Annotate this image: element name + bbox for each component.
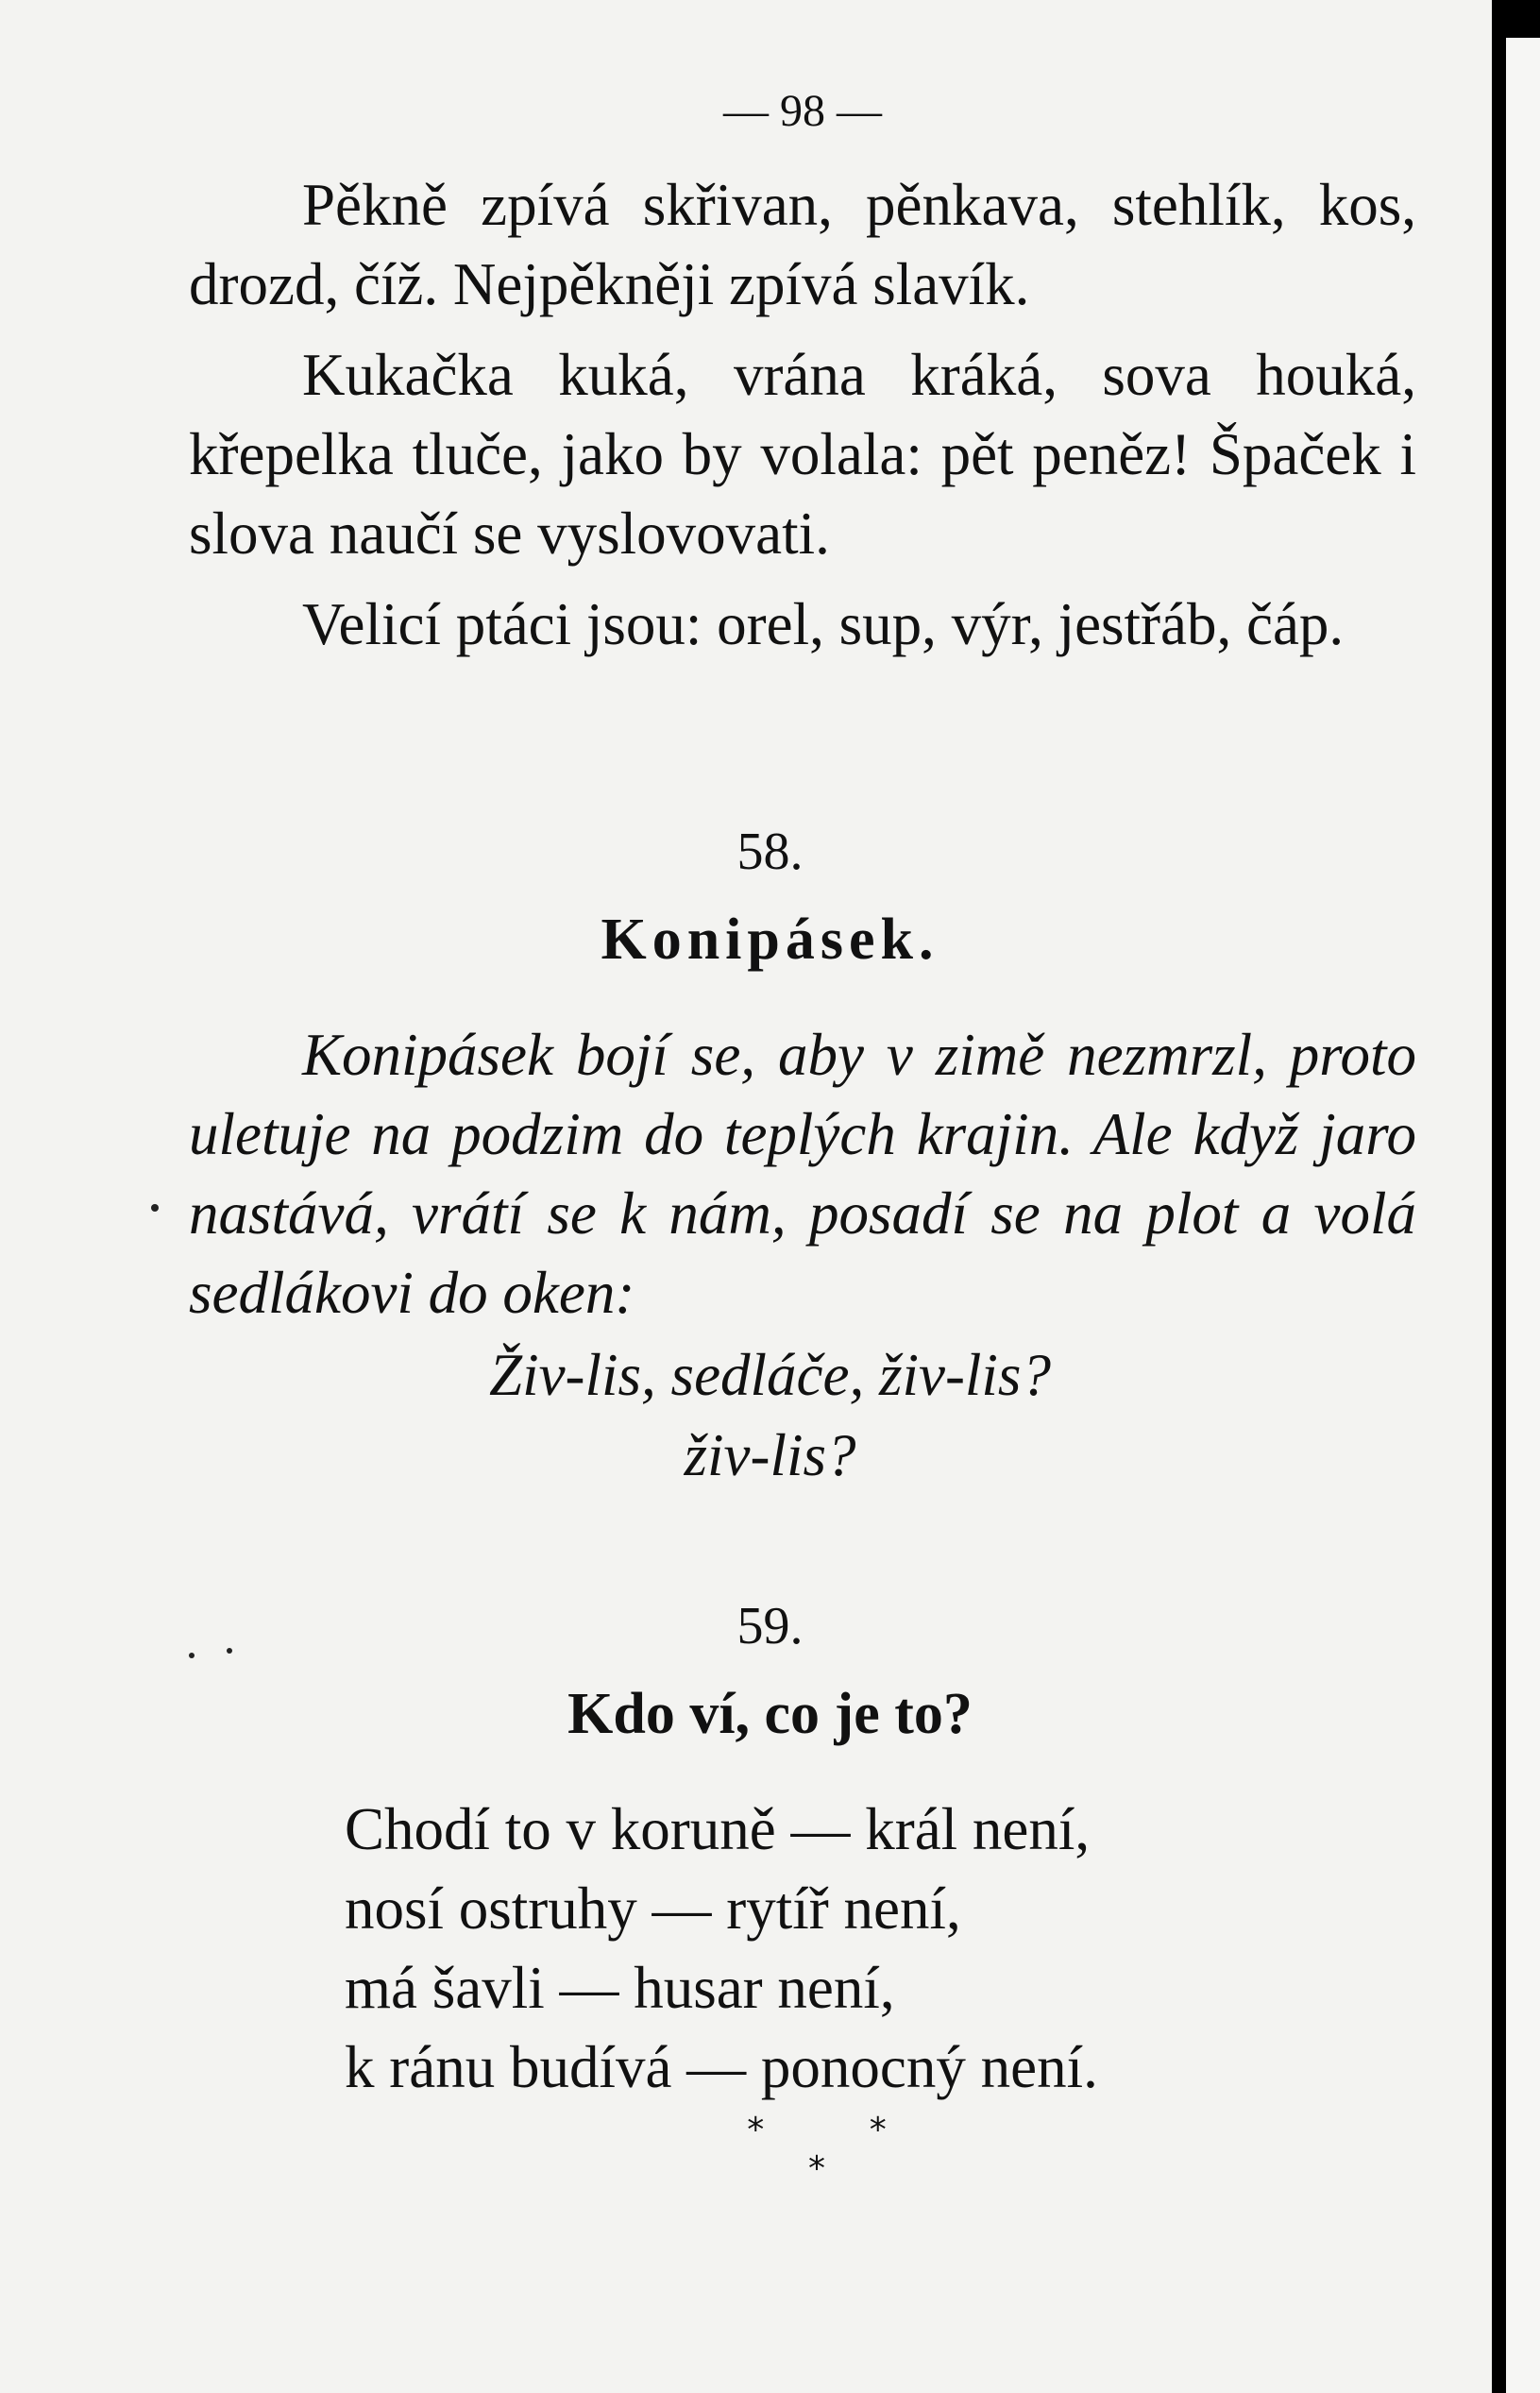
poem-line: má šavli — husar není, bbox=[345, 1955, 895, 2021]
section-58-text bbox=[189, 1015, 1416, 1332]
section-59-number: 59. bbox=[736, 1597, 804, 1655]
wagtail-call-line-2: živ-lis? bbox=[684, 1422, 856, 1488]
paragraph-songbirds: Pěkně zpívá skřivan, pěnkava, stehlík, kos, drozd, číž. Nejpěkněji zpívá slavík. bbox=[189, 172, 1416, 317]
page-number: — 98 — bbox=[723, 86, 882, 136]
ornament-stars: * * * bbox=[747, 2111, 934, 2188]
section-59-title: Kdo ví, co je to? bbox=[567, 1682, 973, 1746]
next-page-edge bbox=[1506, 38, 1540, 2393]
print-speck bbox=[227, 1648, 232, 1654]
page-edge-shadow bbox=[1492, 0, 1506, 2393]
print-speck bbox=[189, 1653, 195, 1658]
top-text-block bbox=[189, 165, 1416, 664]
print-speck bbox=[151, 1204, 159, 1212]
poem-line: Chodí to v koruně — král není, bbox=[345, 1796, 1091, 1862]
section-58-number: 58. bbox=[736, 823, 804, 881]
paragraph-wagtail: Konipásek bojí se, aby v zimě nezmrzl, proto uletuje na podzim do teplých krajin. Ale když jaro nastává, vrátí se k nám, posadí se na plot a volá sedlákovi do oken: bbox=[189, 1022, 1416, 1326]
poem-line: k ránu budívá — ponocný není. bbox=[345, 2034, 1098, 2100]
wagtail-call-line-1: Živ-lis, sedláče, živ-lis? bbox=[489, 1342, 1051, 1408]
section-58-title: Konipásek. bbox=[601, 908, 939, 972]
riddle-poem bbox=[345, 1790, 1098, 2107]
paragraph-bird-sounds: Kukačka kuká, vrána kráká, sova houká, křepelka tluče, jako by volala: pět peněz! Špaček i slova naučí se vyslovovati. bbox=[189, 342, 1416, 567]
poem-line: nosí ostruhy — rytíř není, bbox=[345, 1875, 961, 1942]
paragraph-large-birds: Velicí ptáci jsou: orel, sup, výr, jestřáb, čáp. bbox=[302, 591, 1345, 657]
